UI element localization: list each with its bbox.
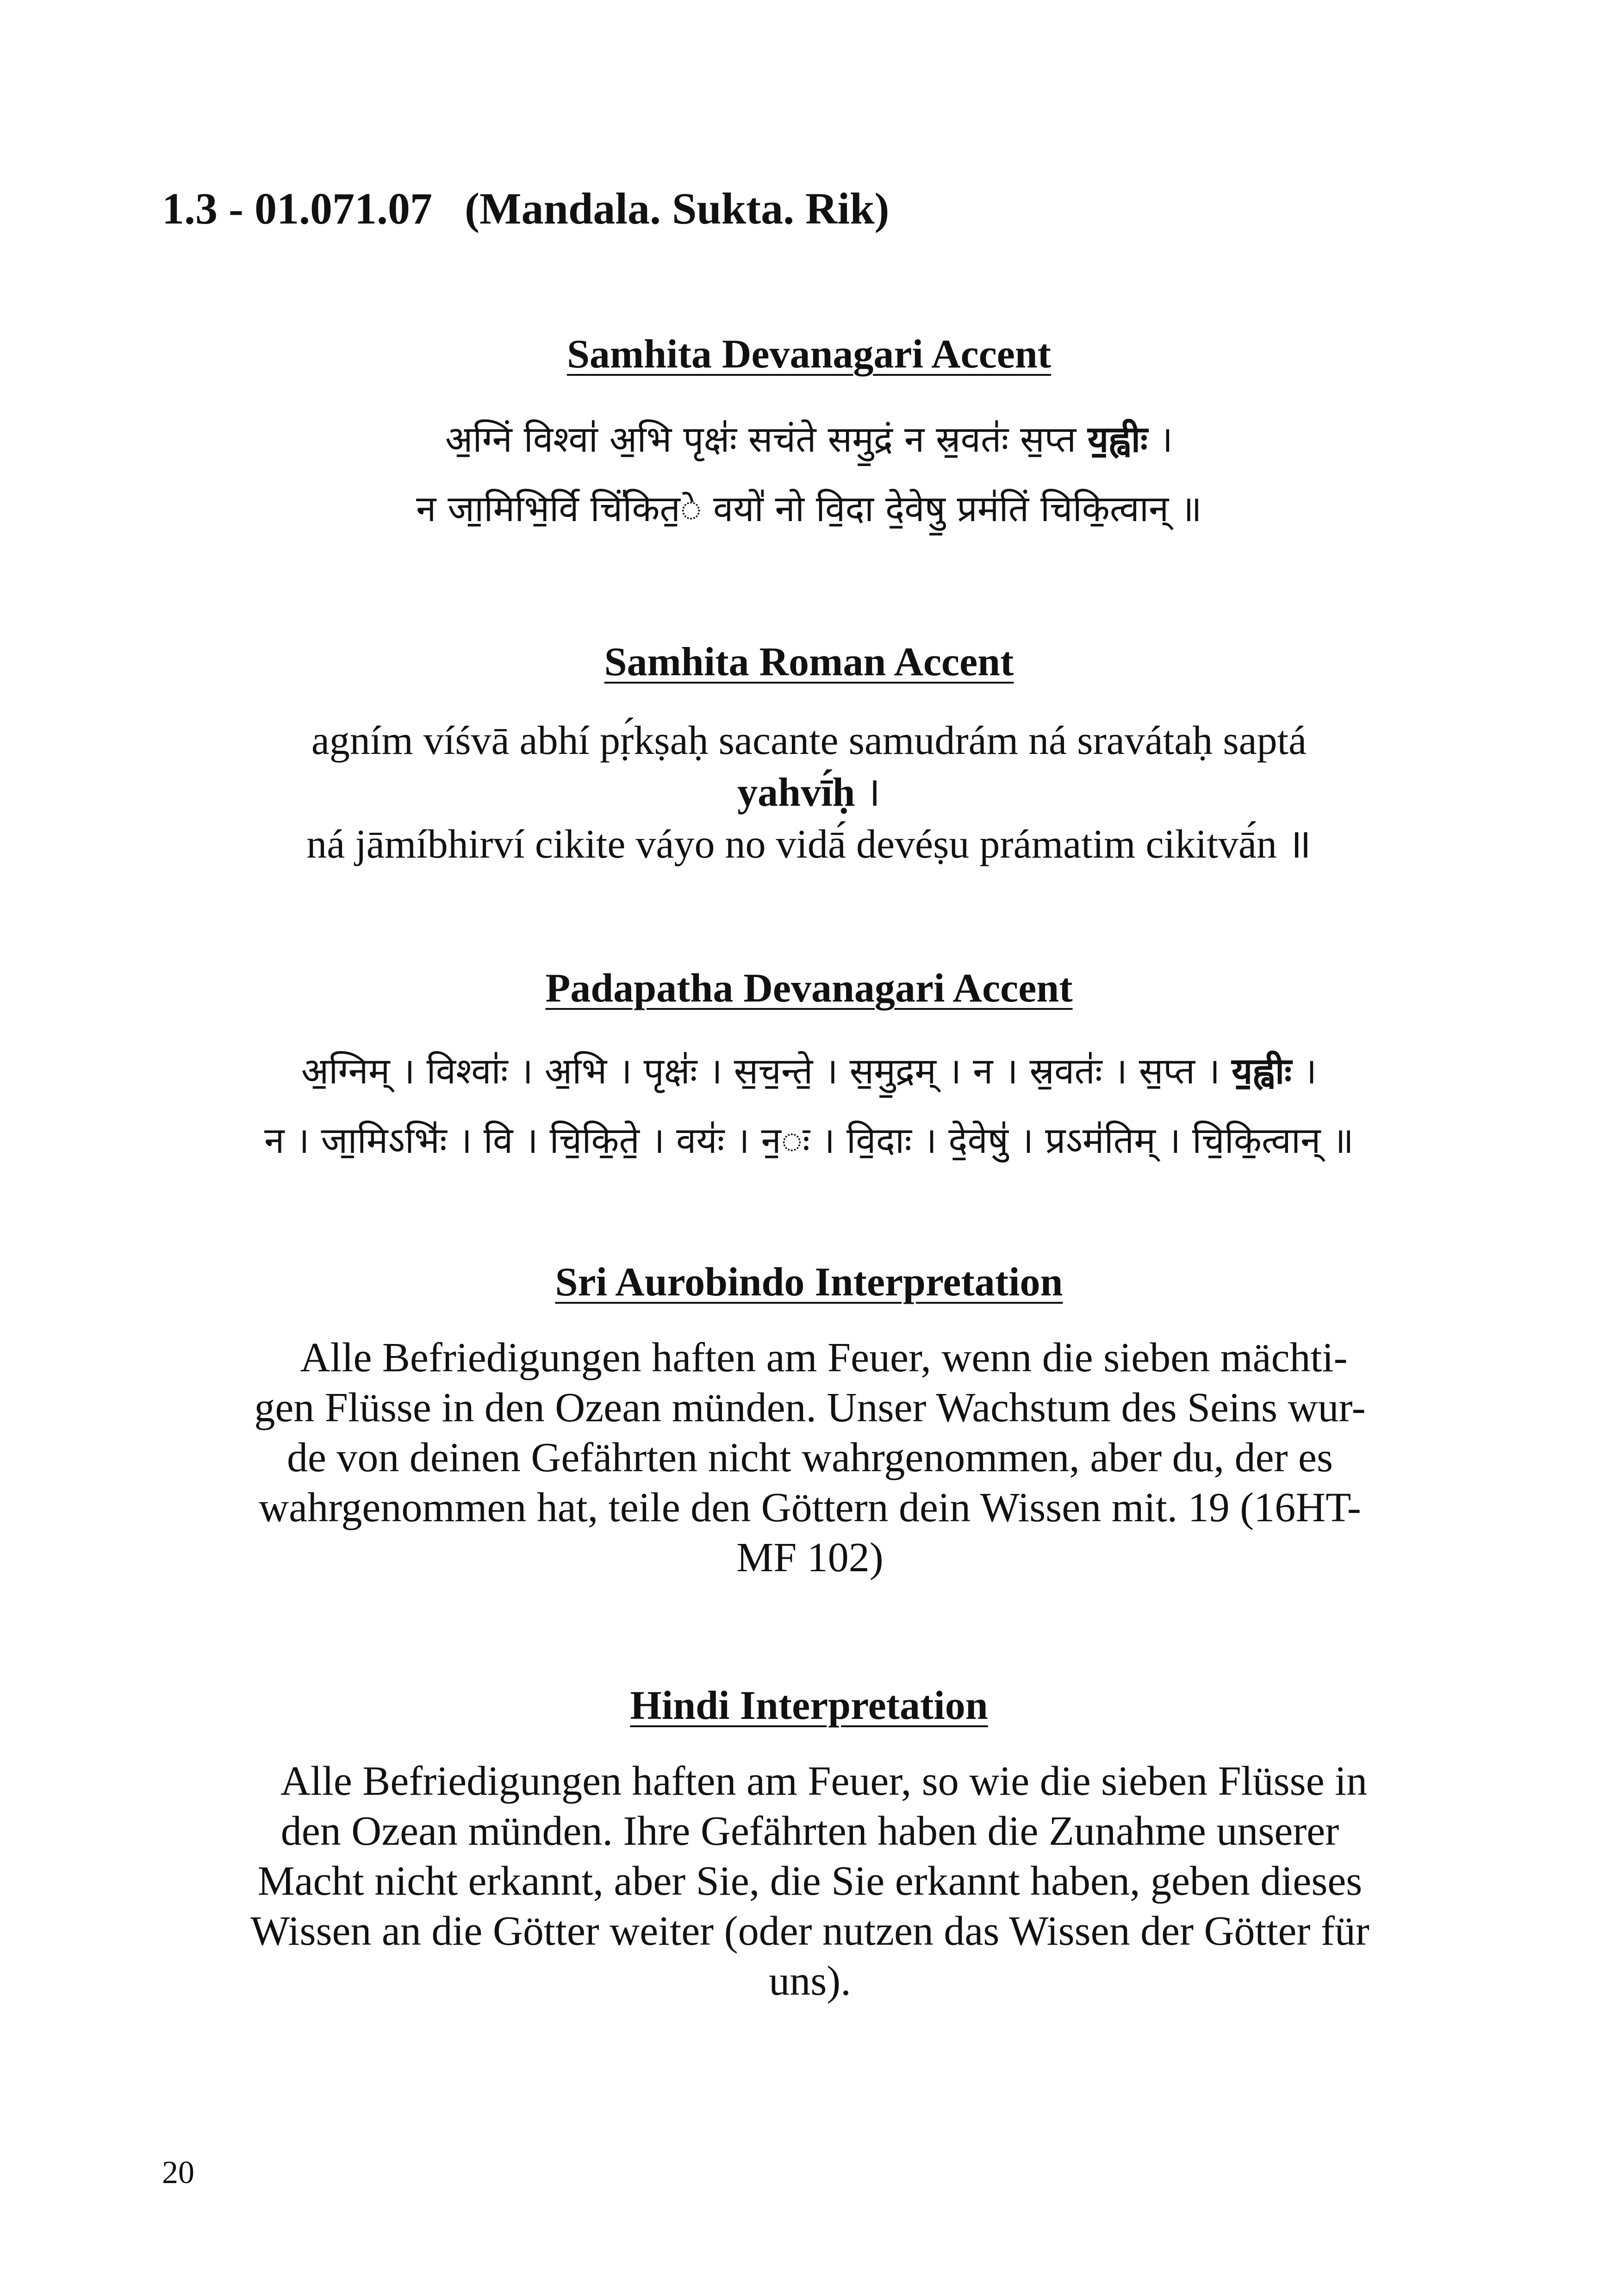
padapatha-line-1 — [0, 1037, 1618, 1106]
samhita-roman-line-1: agním víśvā abhí pṛ́kṣaḥ sacante samudrám ná sravátaḥ saptá — [311, 718, 1307, 763]
aurobindo-line: wahrgenommen hat, teile den Göttern dein Wissen mit. 19 (16HT- — [259, 1485, 1361, 1531]
aurobindo-paragraph — [162, 1333, 1458, 1583]
samhita-roman-line-2 — [0, 767, 1618, 819]
section-title-padapatha-devanagari: Padapatha Devanagari Accent — [545, 966, 1073, 1011]
samhita-roman-line-3: ná jāmíbhirví cikite váyo no vidā́ devéṣu prámatim cikitvā́n ॥ — [306, 822, 1312, 867]
section-title-samhita-roman: Samhita Roman Accent — [604, 640, 1014, 684]
verse-reference: 1.3 - 01.071.07 — [162, 184, 432, 233]
section-title-hindi: Hindi Interpretation — [630, 1683, 988, 1728]
aurobindo-line: Alle Befriedigungen haften am Feuer, wenn die sieben mächti- — [300, 1335, 1348, 1381]
page-number: 20 — [162, 2155, 194, 2190]
hindi-line: den Ozean münden. Ihre Gefährten haben die Zunahme unserer — [280, 1808, 1339, 1854]
samhita-devanagari-bold-word: य॒ह्वीः — [1088, 419, 1148, 460]
padapatha-line-1-text: अ॒ग्निम् । विश्वाः॑ । अ॒भि । पृक्षः॑ । स॒च॒न्ते॒ । स॒मु॒द्रम् । न । स्र॒वतः॑ । स॒प्त । — [301, 1051, 1232, 1092]
section-title-samhita-devanagari: Samhita Devanagari Accent — [566, 332, 1052, 377]
samhita-devanagari-line-1-text: अ॒ग्निं विश्वा॑ अ॒भि पृक्षः॑ सचंते समु॒द्रं न स्र॒वतः॑ स॒प्त — [445, 419, 1088, 460]
aurobindo-line: de von deinen Gefährten nicht wahrgenommen, aber du, der es — [286, 1435, 1333, 1481]
hindi-line: Alle Befriedigungen haften am Feuer, so wie die sieben Flüsse in — [280, 1758, 1368, 1804]
samhita-devanagari-line-1-end: । — [1147, 419, 1173, 460]
samhita-roman-line-2-end: । — [855, 770, 881, 815]
hindi-line: Wissen an die Götter weiter (oder nutzen das Wissen der Götter für — [250, 1908, 1369, 1954]
samhita-devanagari-line-1 — [0, 405, 1618, 474]
padapatha-line-1-end: । — [1291, 1051, 1317, 1092]
padapatha-line-2: न । जा॒मिऽभिः॑ । वि । चि॒कि॒ते॒ । वयः॑ । न॒ः । वि॒दाः । दे॒वेषु॑ । प्रऽम॑तिम् । चि॒कि॒त्वान् ॥ — [264, 1120, 1354, 1162]
samhita-devanagari-text — [0, 405, 1618, 544]
hindi-paragraph — [162, 1756, 1458, 2006]
hindi-line: uns). — [769, 1958, 851, 2004]
verse-heading — [162, 183, 890, 234]
aurobindo-line: MF 102) — [736, 1535, 884, 1580]
section-title-aurobindo: Sri Aurobindo Interpretation — [555, 1260, 1063, 1305]
verse-reference-label: (Mandala. Sukta. Rik) — [464, 184, 890, 233]
hindi-line: Macht nicht erkannt, aber Sie, die Sie erkannt haben, geben dieses — [257, 1858, 1363, 1904]
aurobindo-line: gen Flüsse in den Ozean münden. Unser Wachstum des Seins wur- — [254, 1385, 1366, 1431]
samhita-devanagari-line-2: न जा॒मिभि॒र्वि चिं॑कित॒े वयो॑ नो वि॒दा दे॒वेषु॒ प्रम॑तिं चिकि॒त्वान् ॥ — [416, 488, 1202, 530]
padapatha-bold-word: य॒ह्वीः — [1232, 1051, 1292, 1092]
padapatha-devanagari-text — [0, 1037, 1618, 1176]
samhita-roman-bold-word: yahvī́ḥ — [737, 770, 855, 815]
samhita-roman-text — [0, 715, 1618, 871]
